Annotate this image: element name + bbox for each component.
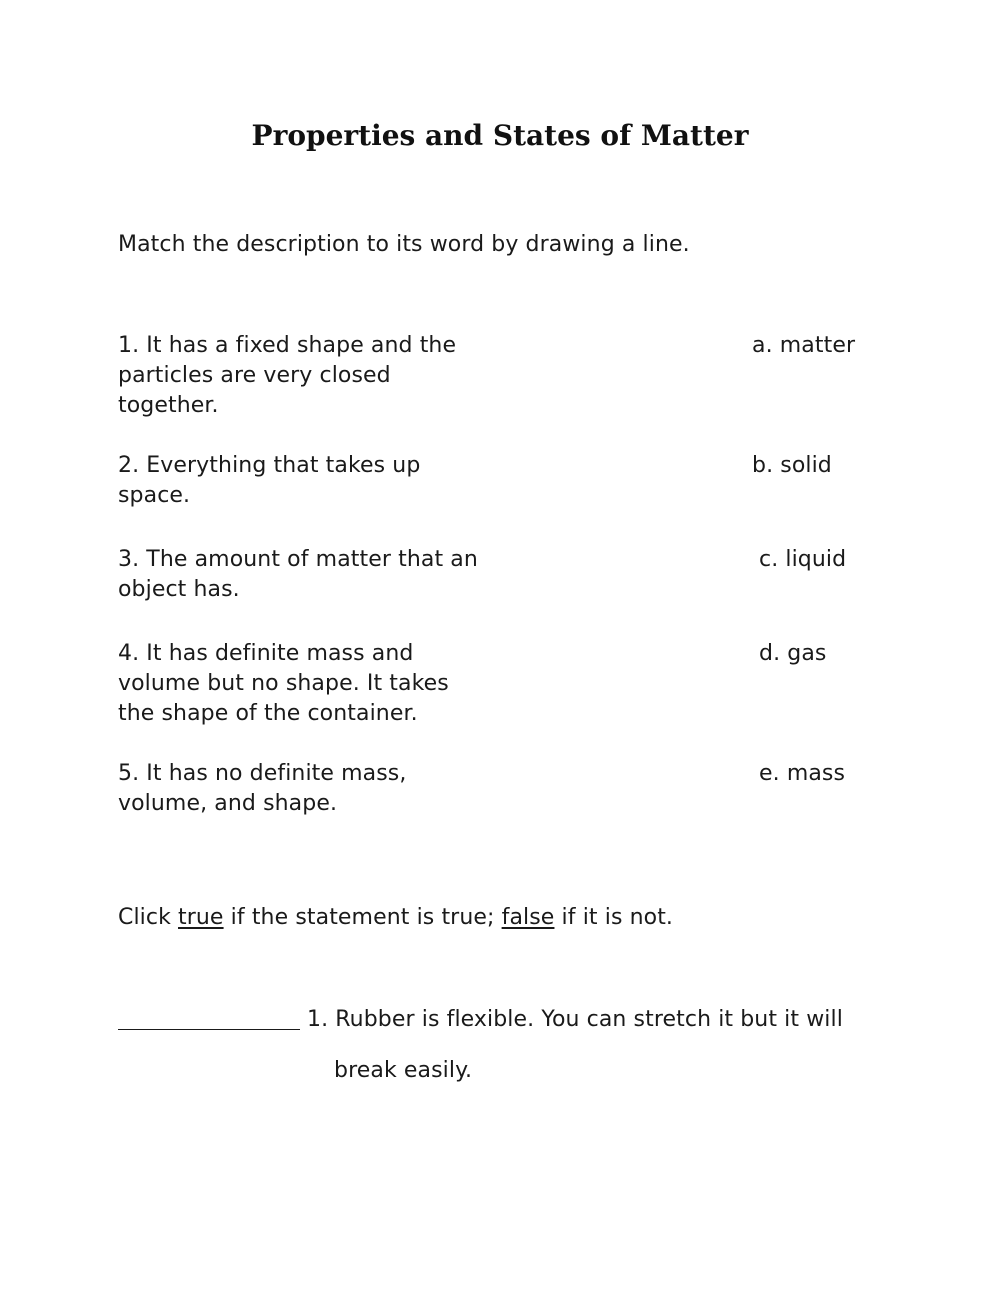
answer-blank-1[interactable] bbox=[118, 1029, 300, 1030]
false-word: false bbox=[501, 905, 555, 930]
instruction-text-end: if it is not. bbox=[554, 905, 674, 930]
matching-instruction: Match the description to its word by drawing a line. bbox=[118, 232, 690, 257]
answer-mass[interactable]: e. mass bbox=[759, 761, 846, 786]
true-word: true bbox=[178, 905, 224, 930]
statement-1-line-2: break easily. bbox=[334, 1058, 473, 1083]
statement-1-line-1: 1. Rubber is flexible. You can stretch it but it will bbox=[307, 1007, 843, 1032]
instruction-text-start: Click bbox=[118, 905, 179, 930]
matching-question-5: 5. It has no definite mass, volume, and shape. bbox=[118, 761, 407, 816]
matching-question-2: 2. Everything that takes up space. bbox=[118, 453, 421, 508]
true-false-instruction bbox=[118, 903, 673, 933]
matching-question-1: 1. It has a fixed shape and the particles are very closed together. bbox=[118, 333, 457, 418]
page-title: Properties and States of Matter bbox=[251, 119, 749, 152]
answer-matter[interactable]: a. matter bbox=[752, 333, 856, 358]
matching-question-4: 4. It has definite mass and volume but no shape. It takes the shape of the container. bbox=[118, 641, 449, 726]
instruction-text-middle: if the statement is true; bbox=[223, 905, 502, 930]
answer-gas[interactable]: d. gas bbox=[759, 641, 827, 666]
matching-question-3: 3. The amount of matter that an object has. bbox=[118, 547, 478, 602]
answer-liquid[interactable]: c. liquid bbox=[759, 547, 847, 572]
answer-solid[interactable]: b. solid bbox=[752, 453, 832, 478]
